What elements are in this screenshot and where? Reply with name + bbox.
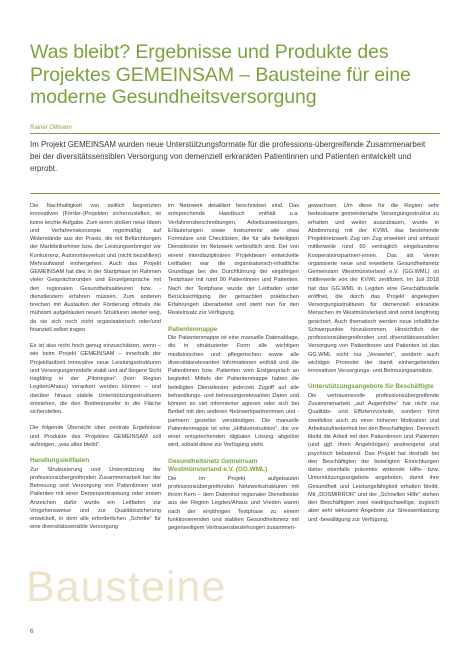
section-heading-handlungsleitfaden: Handlungsleitfaden [30, 457, 90, 464]
lead-paragraph: Im Projekt GEMEINSAM wurden neue Unterstützungsformate für die professions-übergreifende Zusammenarbeit bei der diversitätssensiblen Versorgung von demenziell erkrankten Patientinnen und Patienten entwickelt und erprobt. [30, 140, 426, 173]
section-heading-patientenmappe: Patientenmappe [168, 325, 218, 333]
text-column-1 [30, 202, 161, 532]
section-heading-gesundheitsnetz: Gesundheitsnetz Gemeinsam Westmünsterland e.V. (GG.WML) [168, 457, 268, 473]
top-divider [30, 133, 440, 134]
body-paragraph: Die folgende Übersicht über zentrale Ergebnisse und Produkte des Projektes GEMEINSAM soll aufzeigen, „was alles bleibt“. [30, 425, 161, 448]
body-paragraph: Die Nachhaltigkeit von zeitlich begrenzten innovativen (Förder-)Projekten sicherzustellen, ist keine leichte Aufgabe. Zum einen stoßen neue Ideen und Verfahrenskonzepte regelmäßig auf Widerstände aus der Praxis, die mit Befürchtungen der Marktteilnehmer bzw. der Leistungserbringer vor Konkurrenz, Autonomieverlust und (nicht bezahltem) Mehraufwand einhergehen. Auch das Projekt GEMEINSAM hat dies in der Startphase im Rahmen vieler Gesprächsrunden und Einzelgespräche mit den regionalen Gesundheitsakteuren bzw. -dienstleistern erfahren müssen. Zum anderen brechen mit Auslaufen der Förderung oftmals die mühsam aufgebauten neuen Strukturen wieder weg, da sie sich noch nicht organisatorisch oder/und finanziell selbst tragen. [30, 203, 161, 333]
text-column-2 [168, 202, 299, 532]
lead-divider [30, 193, 440, 194]
page-number: 6 [30, 628, 34, 635]
section-heading-unterstuetzungsangebote: Unterstützungsangebote für Beschäftigte [308, 383, 434, 391]
body-paragraph: Die Patientenmappe ist eine manuelle Datenablage, die in strukturierter Form alle wichtigen medizinischen und pflegerischen sowie alle diversitätsrelevanten Informationen enthält und die Patientinnen bzw. Patienten vom Erstgespräch an begleitet. Mittels der Patientenmappe haben die beteiligten Dienstleister jederzeit Zugriff auf alle behandlungs- und betreuungsrelevanten Daten und können so viel informierter agieren oder sich bei Bedarf mit den anderen Netzwerkpartnerinnen und -partnern gezielter verständigen. Die manuelle Patientenmappe ist eine „Hilfskonstruktion“, die vor einer entsprechenden digitalen Lösung abgelöst wird, sobald diese zur Verfügung steht. [168, 335, 299, 449]
decorative-section-word: Bausteine [26, 563, 227, 611]
body-paragraph: Die im Projekt aufgebauten professionsübergreifenden Netzwerkstrukturen mit ihrem Kern – dem Dateninst regionaler Dienstleister aus der Region Legden/Ahaus und Vreden waren nach der einjährigen Testphase zu einem funktionierenden und stabilen Gesundheitsnetz mit gegenseitigem Vertrauensbeziehungen zusammen- [168, 475, 299, 531]
body-paragraph: Zur Strukturierung und Unterstützung der professionsübergreifenden Zusammenarbeit bei der Betreuung und Versorgung von Patientinnen und Patienten mit einer Demenzerkrankung oder ersten Anzeichen dafür wurde ein Leitfaden zur Vorgehensweise und zur Qualitätssicherung entwickelt, in dem alle erforderlichen „Schritte“ für eine diversitätssensible Versorgung [30, 466, 161, 531]
body-paragraph: gewachsen. Um diese für die Region sehr bedeutsame gemeindenahe Versorgungsstruktur zu erhalten und weiter auszubauen, wurde in Abstimmung mit der KVWL das bestehende Projektnetzwerk Zug um Zug erweitert und umfasst mittlerweile rund 60 vertraglich eingebundene Kooperationspartner/-innen. Das als Verein organisierte neue und erweiterte Gesundheitsnetz Gemeinsam Westmünsterland e.V. (GG.WML) ist mittlerweile von der KVWL zertifiziert. Im Juli 2018 hat das GG.WML in Legden eine Geschäftsstelle eröffnet, die durch das Projekt angelegten Versorgungsstrukturen für demenziell erkrankte Menschen im Westmünsterland sind somit langfristig gesichert. Auch thematisch werden neue inhaltliche Schwerpunkte hinzukommen. Hinsichtlich der professionsübergreifenden und diversitätssensiblen Versorgung von Patientinnen und Patienten ist das GG.WML nicht nur „Verwerter“, sondern auch wichtiger Promoter der damit einhergehenden innovativen Versorgungs- und Betreuungsansätze. [308, 203, 439, 374]
author-name: Rainer Ollmann [30, 125, 72, 131]
article-title: Was bleibt? Ergebnisse und Produkte des Projektes GEMEINSAM – Bausteine für eine moderne Gesundheitsversorgung [30, 41, 411, 108]
body-paragraph: im Netzwerk detailliert beschrieben sind. Das entsprechende Handbuch enthält u.a. Verfahrensbeschreibungen, Arbeitsanweisungen, Erläuterungen sowie Instrumente wie etwa Formulare und Checklisten, die für alle beteiligten Dienstleister im Netzwerk verbindlich sind. Der von einem interdisziplinären Projektteam entwickelte Leitfaden war die organisatorisch-inhaltliche Grundlage bei der Durchführung der einjährigen Testphase mit rund 90 Patientinnen und Patienten. Nach der Testphase wurde der Leitfaden unter Berücksichtigung der gemachten praktischen Erfahrungen überarbeitet und steht nun für den Realeinsatz zur Verfügung. [168, 203, 299, 317]
body-paragraph: Es ist also nicht hoch genug einzuschätzen, wenn – wie beim Projekt GEMEINSAM – innerhalb der Projektlaufzeit innovative neue Leistungsstrukturen und Versorgungsmodelle stabil und auf längere Sicht tragfähig in der „Pilotregion“ (hier: Region Legden/Ahaus) verankert werden können – und darüber hinaus stabile Unterstützungsstrukturen entstehen, die den Breitentransfer in die Fläche sicherstellen. [30, 343, 161, 415]
text-column-3 [308, 202, 439, 524]
body-paragraph: Die vertrauensvolle professionsübergreifende Zusammenarbeit „auf Augenhöhe“ hat nicht nur Qualitäts- und Effizienzvorteile, sondern führt zweifellos auch zu einer höheren Motivation und Arbeitszufriedenheit bei den Beschäftigten. Dennoch bleibt die Arbeit mit den Patientinnen und Patienten (und ggf. ihren Angehörigen) anstrengend und psychisch belastend. Das Projekt hat deshalb bei den Beschäftigten der beteiligten Einrichtungen daher ebenfalls präventiv wirkende Hilfe- bzw. Unterstützungsangebote angeboten, damit ihre Gesundheit und Leistungsfähigkeit erhalten bleibt. Mit „DOSMIRROR“ und der „Schnellen Hilfe“ stehen den Beschäftigten zwei niedrigschwellige, zugleich aber sehr wirksame Angebote zur Stressentlastung und -bewältigung zur Verfügung, [308, 392, 439, 523]
